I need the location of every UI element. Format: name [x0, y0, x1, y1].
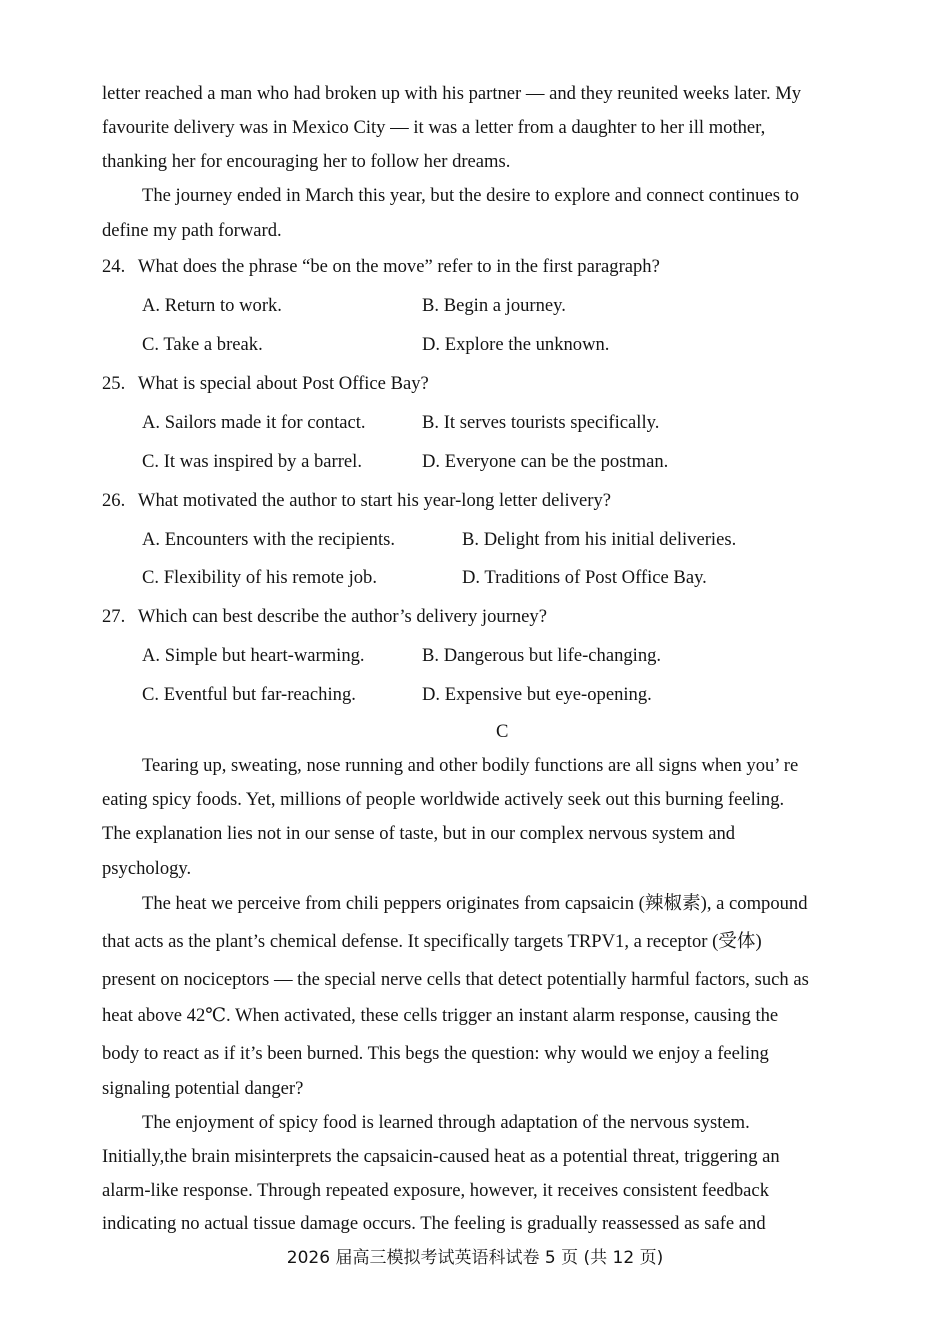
- option-b: B. It serves tourists specifically.: [422, 412, 660, 433]
- question-text: What is special about Post Office Bay?: [137, 373, 429, 394]
- question-text: Which can best describe the author’s delivery journey?: [137, 606, 547, 627]
- passage-line: The heat we perceive from chili peppers originates from capsaicin (辣椒素), a compound: [142, 893, 808, 914]
- option-c: C. Eventful but far-reaching.: [142, 684, 356, 705]
- section-heading: C: [496, 721, 509, 742]
- passage-line: favourite delivery was in Mexico City — it was a letter from a daughter to her ill mother,: [102, 117, 766, 138]
- passage-line: heat above 42℃. When activated, these cells trigger an instant alarm response, causing the: [102, 1005, 779, 1026]
- option-b: B. Begin a journey.: [422, 295, 566, 316]
- passage-line: Initially,the brain misinterprets the capsaicin-caused heat as a potential threat, triggering an: [102, 1146, 780, 1167]
- passage-line: The journey ended in March this year, but the desire to explore and connect continues to: [142, 185, 800, 206]
- question-text: What does the phrase “be on the move” refer to in the first paragraph?: [137, 256, 660, 277]
- passage-line: that acts as the plant’s chemical defense. It specifically targets TRPV1, a receptor (受体): [102, 931, 762, 952]
- option-a: A. Simple but heart-warming.: [142, 645, 365, 666]
- option-d: D. Traditions of Post Office Bay.: [462, 567, 707, 588]
- passage-line: The enjoyment of spicy food is learned through adaptation of the nervous system.: [142, 1112, 750, 1133]
- option-a: A. Return to work.: [142, 295, 282, 316]
- question-number: 26.: [102, 490, 126, 511]
- question-26: [102, 490, 611, 512]
- question-number: 27.: [102, 606, 126, 627]
- question-27: [102, 606, 547, 628]
- option-d: D. Explore the unknown.: [422, 334, 610, 355]
- passage-line: letter reached a man who had broken up with his partner — and they reunited weeks later. My: [102, 83, 802, 104]
- option-b: B. Delight from his initial deliveries.: [462, 529, 737, 550]
- page-footer: 2026 届高三模拟考试英语科试卷 5 页 (共 12 页): [286, 1248, 664, 1268]
- question-25: [102, 373, 429, 395]
- option-a: A. Sailors made it for contact.: [142, 412, 366, 433]
- option-d: D. Everyone can be the postman.: [422, 451, 669, 472]
- passage-line: thanking her for encouraging her to follow her dreams.: [102, 151, 511, 172]
- option-d: D. Expensive but eye-opening.: [422, 684, 652, 705]
- option-c: C. Flexibility of his remote job.: [142, 567, 377, 588]
- passage-line: eating spicy foods. Yet, millions of people worldwide actively seek out this burning feeling.: [102, 789, 785, 810]
- question-24: [102, 256, 660, 278]
- passage-line: alarm-like response. Through repeated exposure, however, it receives consistent feedback: [102, 1180, 769, 1201]
- option-b: B. Dangerous but life-changing.: [422, 645, 662, 666]
- passage-line: body to react as if it’s been burned. This begs the question: why would we enjoy a feeling: [102, 1043, 769, 1064]
- option-c: C. Take a break.: [142, 334, 263, 355]
- passage-line: Tearing up, sweating, nose running and other bodily functions are all signs when you’ re: [142, 755, 799, 776]
- passage-line: psychology.: [102, 858, 192, 879]
- passage-line: define my path forward.: [102, 220, 282, 241]
- passage-line: The explanation lies not in our sense of taste, but in our complex nervous system and: [102, 823, 736, 844]
- passage-line: present on nociceptors — the special nerve cells that detect potentially harmful factors, such as: [102, 969, 809, 990]
- question-number: 24.: [102, 256, 126, 277]
- question-text: What motivated the author to start his year-long letter delivery?: [137, 490, 611, 511]
- option-c: C. It was inspired by a barrel.: [142, 451, 362, 472]
- passage-line: indicating no actual tissue damage occurs. The feeling is gradually reassessed as safe and: [102, 1213, 766, 1234]
- question-number: 25.: [102, 373, 126, 394]
- passage-line: signaling potential danger?: [102, 1078, 304, 1099]
- option-a: A. Encounters with the recipients.: [142, 529, 396, 550]
